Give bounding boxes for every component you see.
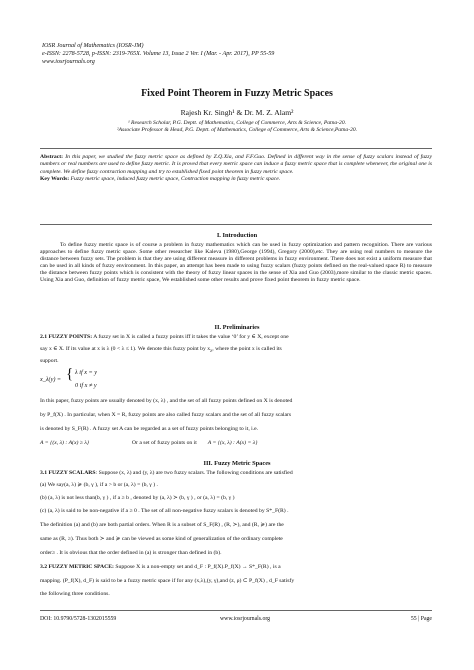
footer-site[interactable]: www.iosrjournals.org xyxy=(220,616,271,622)
keywords-text: Fuzzy metric space, induced fuzzy metric space, Contraction mapping in fuzzy metric space. xyxy=(69,175,281,182)
prelim-line-1: In this paper, fuzzy points are usually denoted by (x, λ) , and the set of all fuzzy points defined on X is denoted xyxy=(40,398,293,404)
journal-header xyxy=(42,42,434,66)
footer-doi[interactable]: DOI: 10.9790/5728-1302015559 xyxy=(40,616,117,622)
definition-line-1: The definition (a) and (b) are both partial orders. When R is a subset of S_F(R) , (R, ≻), and (R, ≽) are the xyxy=(40,522,284,528)
section-heading-introduction: I. Introduction xyxy=(216,232,258,239)
keywords-label: Key Words: xyxy=(40,175,70,182)
fuzzy-metric-space-label: 3.2 FUZZY METRIC SPACE: xyxy=(40,564,114,570)
fuzzy-metric-space-line-2: mapping. (P_f(X), d_F) is said to be a fuzzy metric space if for any (x,λ),(y, γ),and (z, ρ) ⊂ P_f(X) , d_F satisfy xyxy=(40,578,295,584)
affiliation-1: ¹ Research Scholar, P.G. Deptt. of Mathematics, College of Commerce, Arts & Science, Patna-20. xyxy=(127,120,347,126)
divider-top xyxy=(40,148,432,149)
fuzzy-points-paragraph xyxy=(40,334,432,340)
condition-c: (c) (a, λ) is said to be non-negative if a ≥ 0 . The set of all non-negative fuzzy scalars is denoted by S*_F(R) . xyxy=(40,508,289,514)
affiliation-2: ²Associate Professor & Head, P.G. Deptt. of Mathematics, College of Commerce, Arts & Science,Patna-20. xyxy=(116,127,358,134)
piecewise-brace: { xyxy=(66,366,74,382)
fuzzy-metric-space-text: Suppose X is a non-empty set and d_F : P_f(X).P_f(X) → S*_F(R) , is a xyxy=(113,564,281,570)
abstract-text: In this paper, we studied the fuzzy metric space as defined by Z.Q.Xia, and F.F.Guo. Defined in different way in the sense of fuzzy scalars instead of fuzzy numbers or real numbers are used to define fuzzy metric. It is proved that every metric space can induce a fuzzy metric space that is complete whenever, the original one is complete. We define fuzzy contraction mapping and try to established fixed point theorem in fuzzy metric space. xyxy=(40,154,432,175)
section-heading-fuzzy-metric-spaces: III. Fuzzy Metric Spaces xyxy=(203,460,271,467)
abstract-label: Abstract: xyxy=(40,154,64,160)
condition-a: (a) We say(a, λ) ≽ (b, γ ), if a > b or (a, λ) = (b, γ ) . xyxy=(40,482,158,488)
affiliations xyxy=(0,120,474,135)
piecewise-row-1: λ if x = y xyxy=(75,369,97,376)
paper-title: Fixed Point Theorem in Fuzzy Metric Spaces xyxy=(141,88,333,99)
fuzzy-scalars-paragraph xyxy=(40,470,432,476)
fuzzy-scalars-label: 3.1 FUZZY SCALARS xyxy=(40,470,96,476)
set-definitions xyxy=(40,440,432,446)
piecewise-row-2: 0 if x ≠ y xyxy=(75,382,97,389)
condition-b: (b) (a, λ) is not less than(b, γ ) , if a ≥ b , denoted by (a, λ) ≻ (b, γ ) , or (a, λ) = (b, γ ) xyxy=(40,495,235,501)
journal-issn: e-ISSN: 2278-5728, p-ISSN: 2319-765X. Volume 13, Issue 2 Ver. I (Mar. - Apr. 2017), PP 55-59 xyxy=(42,51,275,57)
introduction-text: To define fuzzy metric space is of course a problem in fuzzy mathematics which can be used in fuzzy optimization and pattern recognition. There are various approaches to define fuzzy metric space. Some other researcher like Kaleva (1980),George (1994), Gregory (2000),etc. They are using real numbers to measure the distance between fuzzy sets. The problem is that they are using different measure in different problems in fuzzy environment. There does not exist a uniform measure that can be used in all kinds of fuzzy environment. In this paper, an attempt has been made to using fuzzy scalars (fuzzy points defined on the real-valued space R) to measure the distance between fuzzy points which is consistent with the theory of fuzzy linear spaces in the sense of Xia and Guo (2003),more similar to the classic metric spaces. Using Xia and Guo, definition of fuzzy metric space, We established some other results and prove fixed point theorem in fuzzy metric space. xyxy=(40,242,432,284)
journal-name: IOSR Journal of Mathematics (IOSR-JM) xyxy=(42,43,144,49)
section-heading-preliminaries: II. Preliminaries xyxy=(214,324,260,331)
fuzzy-scalars-text: : Suppose (x, λ) and (y, λ) are two fuzzy scalars. The following conditions are satisfied xyxy=(95,470,293,476)
prelim-line-3: is denoted by S_F(R) . A fuzzy set A can be regarded as a set of fuzzy points belonging to it, i.e. xyxy=(40,426,259,432)
fuzzy-points-line-3: support. xyxy=(40,358,59,364)
definition-line-3: order≥ . It is obvious that the order defined in (a) is stronger than defined in (b). xyxy=(40,550,222,556)
fuzzy-metric-space-paragraph xyxy=(40,564,432,570)
set-definition-1: A = {(x, λ) : A(x) ≥ λ} xyxy=(40,440,90,446)
prelim-line-2: by P_f(X) . In particular, when X = R, fuzzy points are also called fuzzy scalars and the set of all fuzzy scalars xyxy=(40,412,292,418)
footer-divider xyxy=(40,610,432,611)
journal-site[interactable]: www.iosrjournals.org xyxy=(42,59,95,65)
abstract xyxy=(40,154,432,183)
fuzzy-points-label: 2.1 FUZZY POINTS: xyxy=(40,334,93,340)
footer-page: 55 | Page xyxy=(410,616,432,622)
fuzzy-points-line-2b: , where the point x is called its xyxy=(212,346,282,352)
set-definition-2: A = {(x, λ) : A(x) = λ} xyxy=(207,440,258,446)
fuzzy-metric-space-line-3: the following three conditions. xyxy=(40,591,110,597)
paper-authors: Rajesh Kr. Singh¹ & Dr. M. Z. Alam² xyxy=(180,108,294,117)
fuzzy-points-line-2: say x ∈ X. If its value at x is λ (0 < λ ≤ 1). We denote this fuzzy point by $x_\lambda$, where the point x is called its xyxy=(40,346,282,354)
fuzzy-points-line-2a: say x ∈ X. If its value at x is λ (0 < λ ≤ 1). We denote this fuzzy point by x xyxy=(40,346,211,352)
divider-bottom xyxy=(40,224,432,225)
set-definition-mid: Or a set of fuzzy points on it xyxy=(131,440,197,446)
fuzzy-points-text: A fuzzy set in X is called a fuzzy points iff it takes the value ‘0’ for y ∈ X, except one xyxy=(92,334,289,340)
piecewise-lhs: x_λ(y) = xyxy=(40,376,62,383)
definition-line-2: same as (R, ≥). Thus both ≻ and ≽ can be viewed as some kind of generalization of the ordinary complete xyxy=(40,536,283,542)
